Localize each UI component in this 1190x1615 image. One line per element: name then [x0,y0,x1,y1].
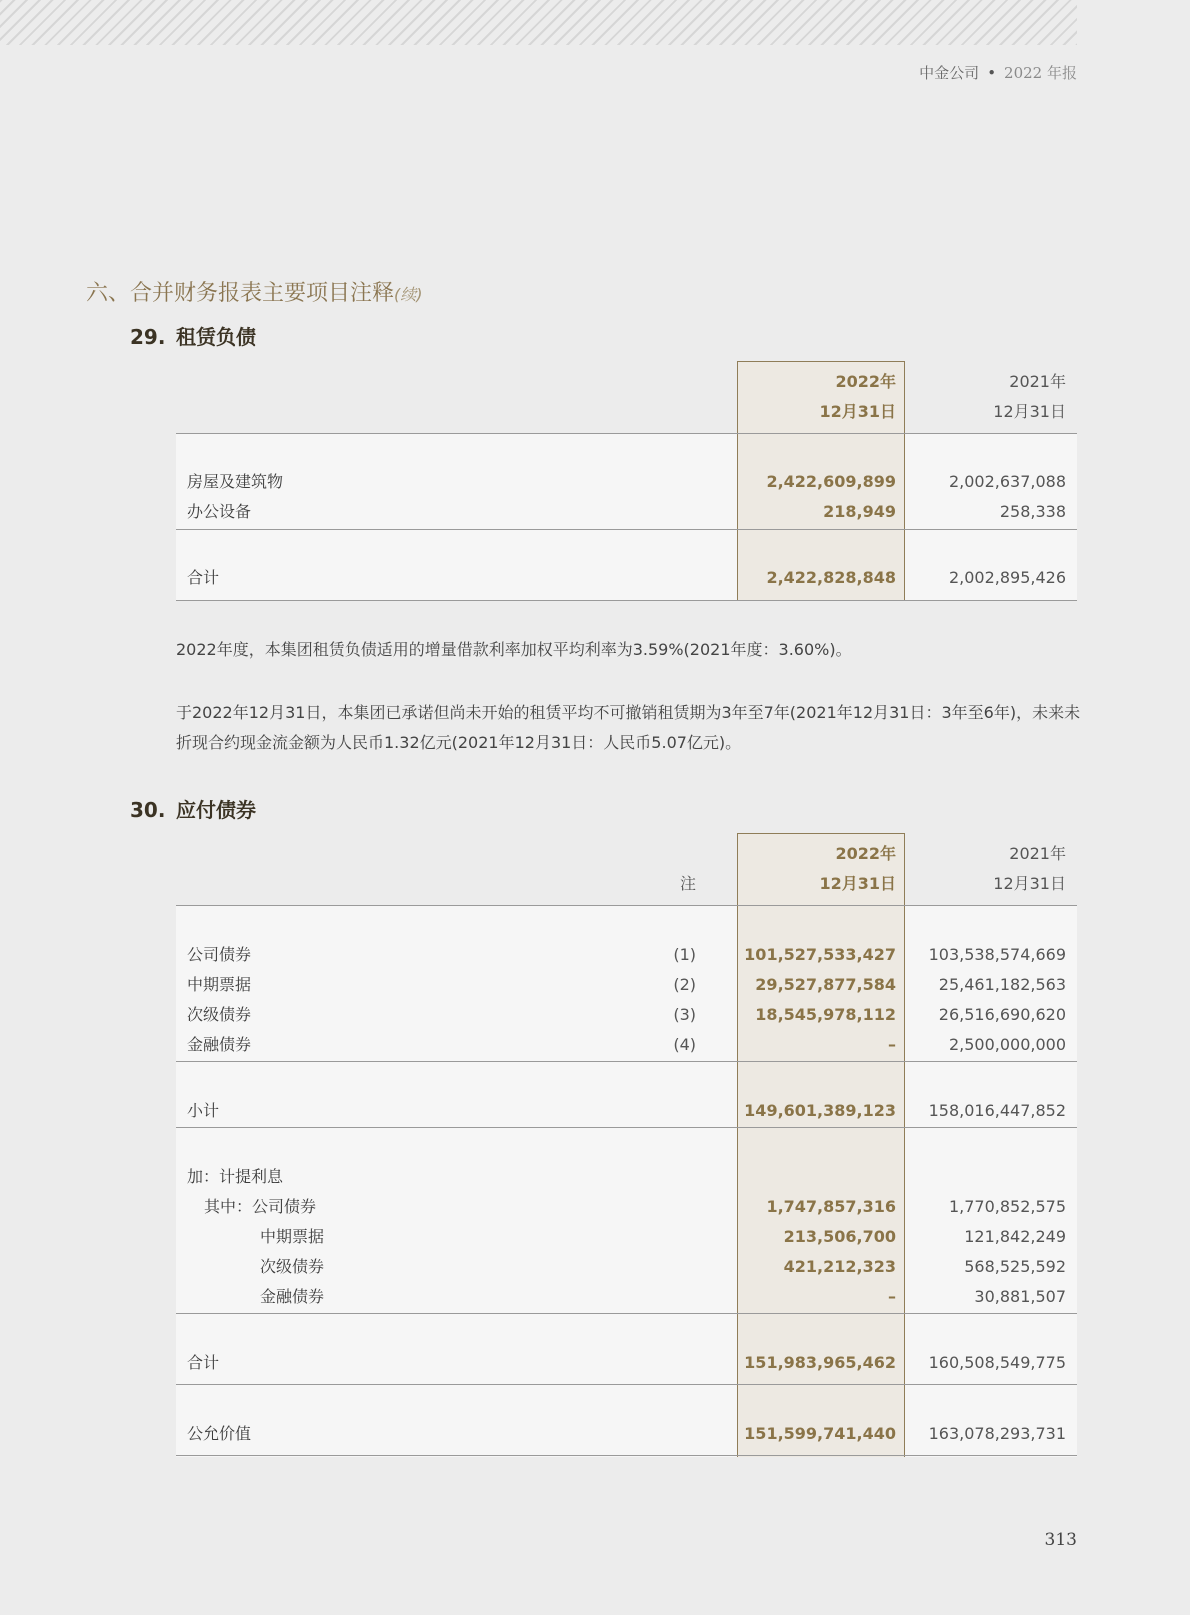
note-column-header: 注 [679,874,696,893]
row-rule [176,1127,1077,1128]
fair-value-2021: 163,078,293,731 [928,1424,1066,1443]
col-2021-header-year: 2021年 [1009,844,1066,863]
row-value-2021: 25,461,182,563 [938,975,1066,994]
row-note-ref: (1) [673,945,696,964]
col-2022-header-date: 12月31日 [819,402,896,421]
row-value-2021: 103,538,574,669 [928,945,1066,964]
lease-liabilities-table [176,361,1077,601]
section-title-text: 六、合并财务报表主要项目注释 [86,281,395,306]
row-value-2021: 2,002,637,088 [948,472,1066,491]
section-title [86,276,423,307]
subtotal-value-2021: 158,016,447,852 [928,1101,1066,1120]
row-label: 中期票据 [187,975,252,994]
row-note-ref: (2) [673,975,696,994]
section-title-suffix: (续) [394,285,423,304]
row-rule [176,1313,1077,1314]
col-2022-header-date: 12月31日 [819,874,896,893]
row-value-2022: 101,527,533,427 [744,945,896,964]
note-30-heading [130,794,256,823]
row-note-ref: (3) [673,1005,696,1024]
row-rule [176,529,1077,530]
subtotal-label: 小计 [187,1101,220,1120]
interest-header-label: 加：计提利息 [187,1167,284,1186]
note-29-heading [130,321,256,350]
lease-commitment-paragraph: 于2022年12月31日，本集团已承诺但尚未开始的租赁平均不可撤销租赁期为3年至7年(2021年12月31日：3年至6年)，未来未折现合约现金流金额为人民币1.32亿元(2021年12月31日：人民币5.07亿元)。 [176,703,1081,752]
subtotal-value-2022: 149,601,389,123 [744,1101,896,1120]
col-2021-header-date: 12月31日 [993,402,1066,421]
interest-row-value-2022: 213,506,700 [783,1227,896,1246]
interest-row-value-2022: – [888,1287,896,1306]
running-header [919,62,1077,83]
header-hatch-band [0,0,1077,45]
interest-row-label: 金融债券 [260,1287,325,1306]
col-2021-header-year: 2021年 [1009,372,1066,391]
row-label: 办公设备 [187,502,252,521]
row-rule [176,1061,1077,1062]
row-value-2022: 218,949 [823,502,896,521]
interest-row-value-2021: 1,770,852,575 [948,1197,1066,1216]
note-30-title: 应付债券 [176,798,256,822]
interest-rate-paragraph: 2022年度，本集团租赁负债适用的增量借款利率加权平均利率为3.59%(2021年度：3.60%)。 [176,640,852,659]
note-29-title: 租赁负债 [176,325,256,349]
row-note-ref: (4) [673,1035,696,1054]
row-label: 房屋及建筑物 [187,472,284,491]
interest-row-label: 次级债券 [260,1257,325,1276]
row-value-2022: – [888,1035,896,1054]
row-label: 公司债券 [187,945,252,964]
fair-value-2022: 151,599,741,440 [744,1424,896,1443]
total-value-2022: 151,983,965,462 [744,1353,896,1372]
interest-row-value-2022: 1,747,857,316 [766,1197,896,1216]
col-2022-header-year: 2022年 [835,372,896,391]
total-label: 合计 [187,568,220,587]
report-name: 2022 年报 [1004,64,1077,82]
interest-row-value-2021: 30,881,507 [974,1287,1066,1306]
interest-row-label: 中期票据 [260,1227,325,1246]
header-rule [176,433,1077,434]
total-value-2021: 160,508,549,775 [928,1353,1066,1372]
col-2021-header-date: 12月31日 [993,874,1066,893]
interest-row-value-2021: 121,842,249 [964,1227,1066,1246]
note-30-number: 30. [130,798,166,822]
total-label: 合计 [187,1353,220,1372]
row-value-2022: 29,527,877,584 [755,975,896,994]
row-value-2021: 26,516,690,620 [938,1005,1066,1024]
total-value-2021: 2,002,895,426 [948,568,1066,587]
fair-value-label: 公允价值 [187,1424,252,1443]
table-bottom-rule [176,1455,1077,1456]
row-label: 金融债券 [187,1035,252,1054]
bonds-payable-table [176,833,1077,1457]
table-body-band [176,433,1077,601]
interest-row-value-2021: 568,525,592 [964,1257,1066,1276]
header-separator: • [987,64,997,82]
table-bottom-rule [176,600,1077,601]
row-value-2022: 2,422,609,899 [766,472,896,491]
row-value-2021: 2,500,000,000 [948,1035,1066,1054]
row-value-2022: 18,545,978,112 [755,1005,896,1024]
note-29-number: 29. [130,325,166,349]
company-name: 中金公司 [919,64,980,82]
header-rule [176,905,1077,906]
interest-row-value-2022: 421,212,323 [783,1257,896,1276]
col-2022-header-year: 2022年 [835,844,896,863]
row-rule [176,1384,1077,1385]
row-label: 次级债券 [187,1005,252,1024]
row-value-2021: 258,338 [999,502,1066,521]
page-number: 313 [1044,1530,1077,1550]
interest-row-label: 其中：公司债券 [204,1197,317,1216]
total-value-2022: 2,422,828,848 [766,568,896,587]
